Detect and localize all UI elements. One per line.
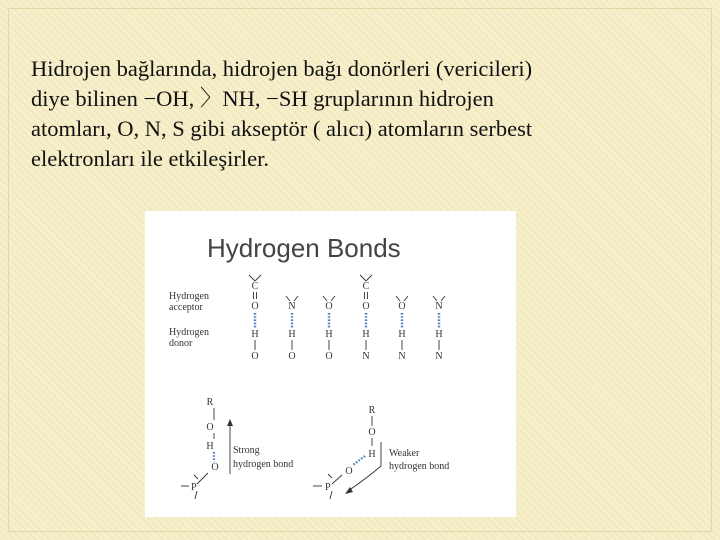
strong-h: H	[206, 441, 214, 452]
weak-h: H	[368, 449, 376, 460]
bond-columns	[249, 275, 445, 362]
strong-p: P	[191, 482, 197, 493]
hydrogen-atom: H	[398, 329, 406, 340]
carbon-atom: C	[362, 281, 370, 292]
weak-o: O	[368, 427, 376, 438]
paragraph-line: elektronları ile etkileşirler.	[31, 146, 270, 171]
weak-label-1: Weaker	[389, 448, 420, 459]
slide-paragraph	[31, 54, 691, 174]
donor-label: Hydrogen	[169, 327, 209, 338]
weaker-hydrogen-bond	[313, 405, 449, 499]
paragraph-line: diye bilinen −OH, 〉NH, −SH gruplarının hidrojen	[31, 86, 494, 111]
hydrogen-atom: H	[251, 329, 259, 340]
donor-atom: O	[325, 351, 333, 362]
donor-atom: O	[288, 351, 296, 362]
donor-atom: O	[251, 351, 259, 362]
paragraph-line: Hidrojen bağlarında, hidrojen bağı donörleri (vericileri)	[31, 56, 533, 81]
donor-label: donor	[169, 338, 193, 349]
hydrogen-atom: H	[435, 329, 443, 340]
weak-label-2: hydrogen bond	[389, 461, 450, 472]
strong-r: R	[206, 397, 214, 408]
donor-atom: N	[362, 351, 370, 362]
acceptor-atom: O	[362, 301, 370, 312]
weak-bond-dash	[353, 456, 365, 465]
acceptor-atom: O	[251, 301, 259, 312]
donor-atom: N	[435, 351, 443, 362]
strong-label-2: hydrogen bond	[233, 459, 294, 470]
acceptor-atom: O	[325, 301, 333, 312]
paragraph-line: atomları, O, N, S gibi akseptör ( alıcı) atomların serbest	[31, 116, 533, 141]
weak-r: R	[368, 405, 376, 416]
carbon-atom: C	[251, 281, 259, 292]
hydrogen-atom: H	[362, 329, 370, 340]
donor-atom: N	[398, 351, 406, 362]
figure-title: Hydrogen Bonds	[207, 233, 401, 263]
acceptor-atom: N	[288, 301, 296, 312]
acceptor-label: Hydrogen	[169, 291, 209, 302]
acceptor-atom: N	[435, 301, 443, 312]
hydrogen-bonds-figure	[145, 211, 516, 517]
strong-label-1: Strong	[233, 445, 260, 456]
strong-o-bottom: O	[211, 462, 219, 473]
hydrogen-atom: H	[325, 329, 333, 340]
acceptor-label: acceptor	[169, 302, 203, 313]
weak-arrow	[348, 442, 381, 491]
acceptor-atom: O	[398, 301, 406, 312]
strong-o: O	[206, 422, 214, 433]
weak-p: P	[325, 482, 331, 493]
weak-o-bottom: O	[345, 466, 353, 477]
hydrogen-atom: H	[288, 329, 296, 340]
strong-hydrogen-bond	[181, 397, 293, 499]
